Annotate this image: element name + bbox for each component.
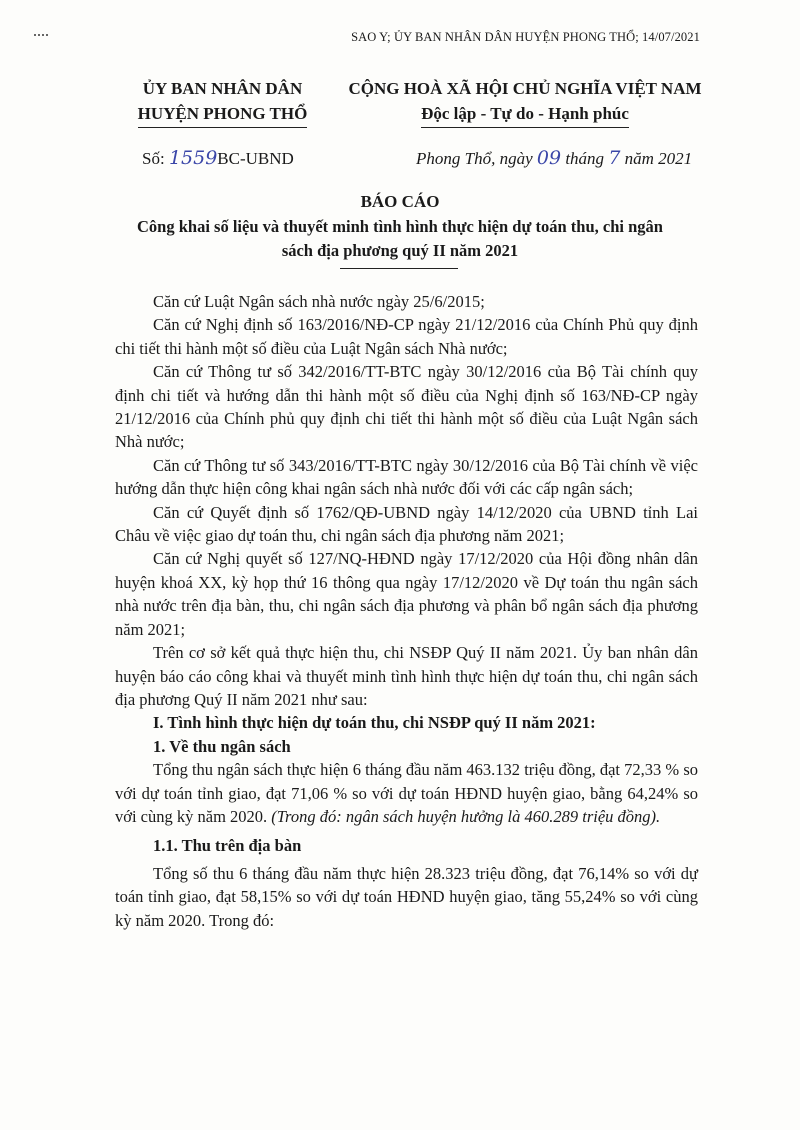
section-heading-1-1: 1. Về thu ngân sách (153, 736, 291, 756)
document-body (115, 290, 698, 932)
legal-basis-6: Căn cứ Nghị quyết số 127/NQ-HĐND ngày 17/12/2020 của Hội đồng nhân dân huyện khoá XX, kỳ họp thứ 16 thông qua ngày 17/12/2020 về Dự toán thu ngân sách nhà nước trên địa bàn, thu, chi ngân sách địa phương và phân bổ ngân sách địa phương năm 2021; (115, 549, 698, 639)
legal-basis-1: Căn cứ Luật Ngân sách nhà nước ngày 25/6/2015; (153, 292, 485, 311)
copy-stamp: SAO Y; ỦY BAN NHÂN DÂN HUYỆN PHONG THỔ; 14/07/2021 (351, 30, 700, 44)
date-day: 09 (536, 147, 562, 169)
agency-line-1: ỦY BAN NHÂN DÂN (142, 79, 303, 98)
revenue-summary-note: (Trong đó: ngân sách huyện hưởng là 460.289 triệu đồng). (271, 806, 661, 826)
local-revenue-paragraph: Tổng số thu 6 tháng đầu năm thực hiện 28.323 triệu đồng, đạt 76,14% so với dự toán tỉnh giao, đạt 58,15% so với dự toán HĐND huyện giao, tăng 55,24% so với cùng kỳ năm 2020. Trong đó: (115, 863, 698, 930)
document-date (416, 147, 692, 169)
national-heading (340, 76, 710, 128)
doc-no-handwritten: 1559 (168, 147, 218, 169)
legal-basis-4: Căn cứ Thông tư số 343/2016/TT-BTC ngày 30/12/2016 của Bộ Tài chính về việc hướng dẫn thực hiện công khai ngân sách nhà nước đối với các cấp ngân sách; (115, 455, 698, 499)
intro-paragraph: Trên cơ sở kết quả thực hiện thu, chi NSĐP Quý II năm 2021. Ủy ban nhân dân huyện báo cáo công khai và thuyết minh tình hình thực hiện dự toán thu, chi ngân sách địa phương Quý II năm 2021 như sau: (115, 643, 698, 709)
date-month-label: tháng (565, 149, 605, 168)
date-month: 7 (608, 147, 621, 169)
national-motto: Độc lập - Tự do - Hạnh phúc (421, 101, 629, 128)
document-title: BÁO CÁO (360, 192, 440, 211)
doc-no-suffix: BC-UBND (217, 149, 294, 168)
date-year: năm 2021 (624, 149, 693, 168)
document-number (142, 147, 294, 169)
agency-line-2: HUYỆN PHONG THỔ (138, 101, 308, 128)
issuing-agency (120, 76, 325, 128)
date-place: Phong Thổ, ngày (416, 149, 533, 168)
section-heading-1: I. Tình hình thực hiện dự toán thu, chi NSĐP quý II năm 2021: (153, 713, 596, 733)
section-heading-1-1-1: 1.1. Thu trên địa bàn (153, 836, 302, 856)
revenue-summary-text: Tổng thu ngân sách thực hiện 6 tháng đầu năm 463.132 triệu đồng, đạt 72,33 % so với dự toán tỉnh giao, đạt 71,06 % so với dự toán HĐND huyện giao, bằng 64,24% so với cùng kỳ năm 2020. (115, 760, 698, 826)
scan-mark (34, 34, 48, 46)
doc-no-prefix: Số: (142, 149, 165, 168)
subtitle-rule (340, 268, 458, 269)
legal-basis-3: Căn cứ Thông tư số 342/2016/TT-BTC ngày 30/12/2016 của Bộ Tài chính quy định chi tiết và hướng dẫn thi hành một số điều của Nghị định số 163/NĐ-CP ngày 21/12/2016 của Chính phủ quy định chi tiết thi hành một số điều của Luật Ngân sách Nhà nước; (115, 362, 698, 452)
legal-basis-2: Căn cứ Nghị định số 163/2016/NĐ-CP ngày 21/12/2016 của Chính Phủ quy định chi tiết thi hành một số điều của Luật Ngân sách Nhà nước; (115, 315, 698, 358)
legal-basis-5: Căn cứ Quyết định số 1762/QĐ-UBND ngày 14/12/2020 của UBND tỉnh Lai Châu về việc giao dự toán thu, chi ngân sách địa phương năm 2021; (115, 502, 698, 546)
document-subtitle: Công khai số liệu và thuyết minh tình hình thực hiện dự toán thu, chi ngân sách địa phương quý II năm 2021 (137, 217, 663, 260)
revenue-summary (115, 758, 698, 828)
nation-name: CỘNG HOÀ XÃ HỘI CHỦ NGHĨA VIỆT NAM (348, 79, 702, 98)
